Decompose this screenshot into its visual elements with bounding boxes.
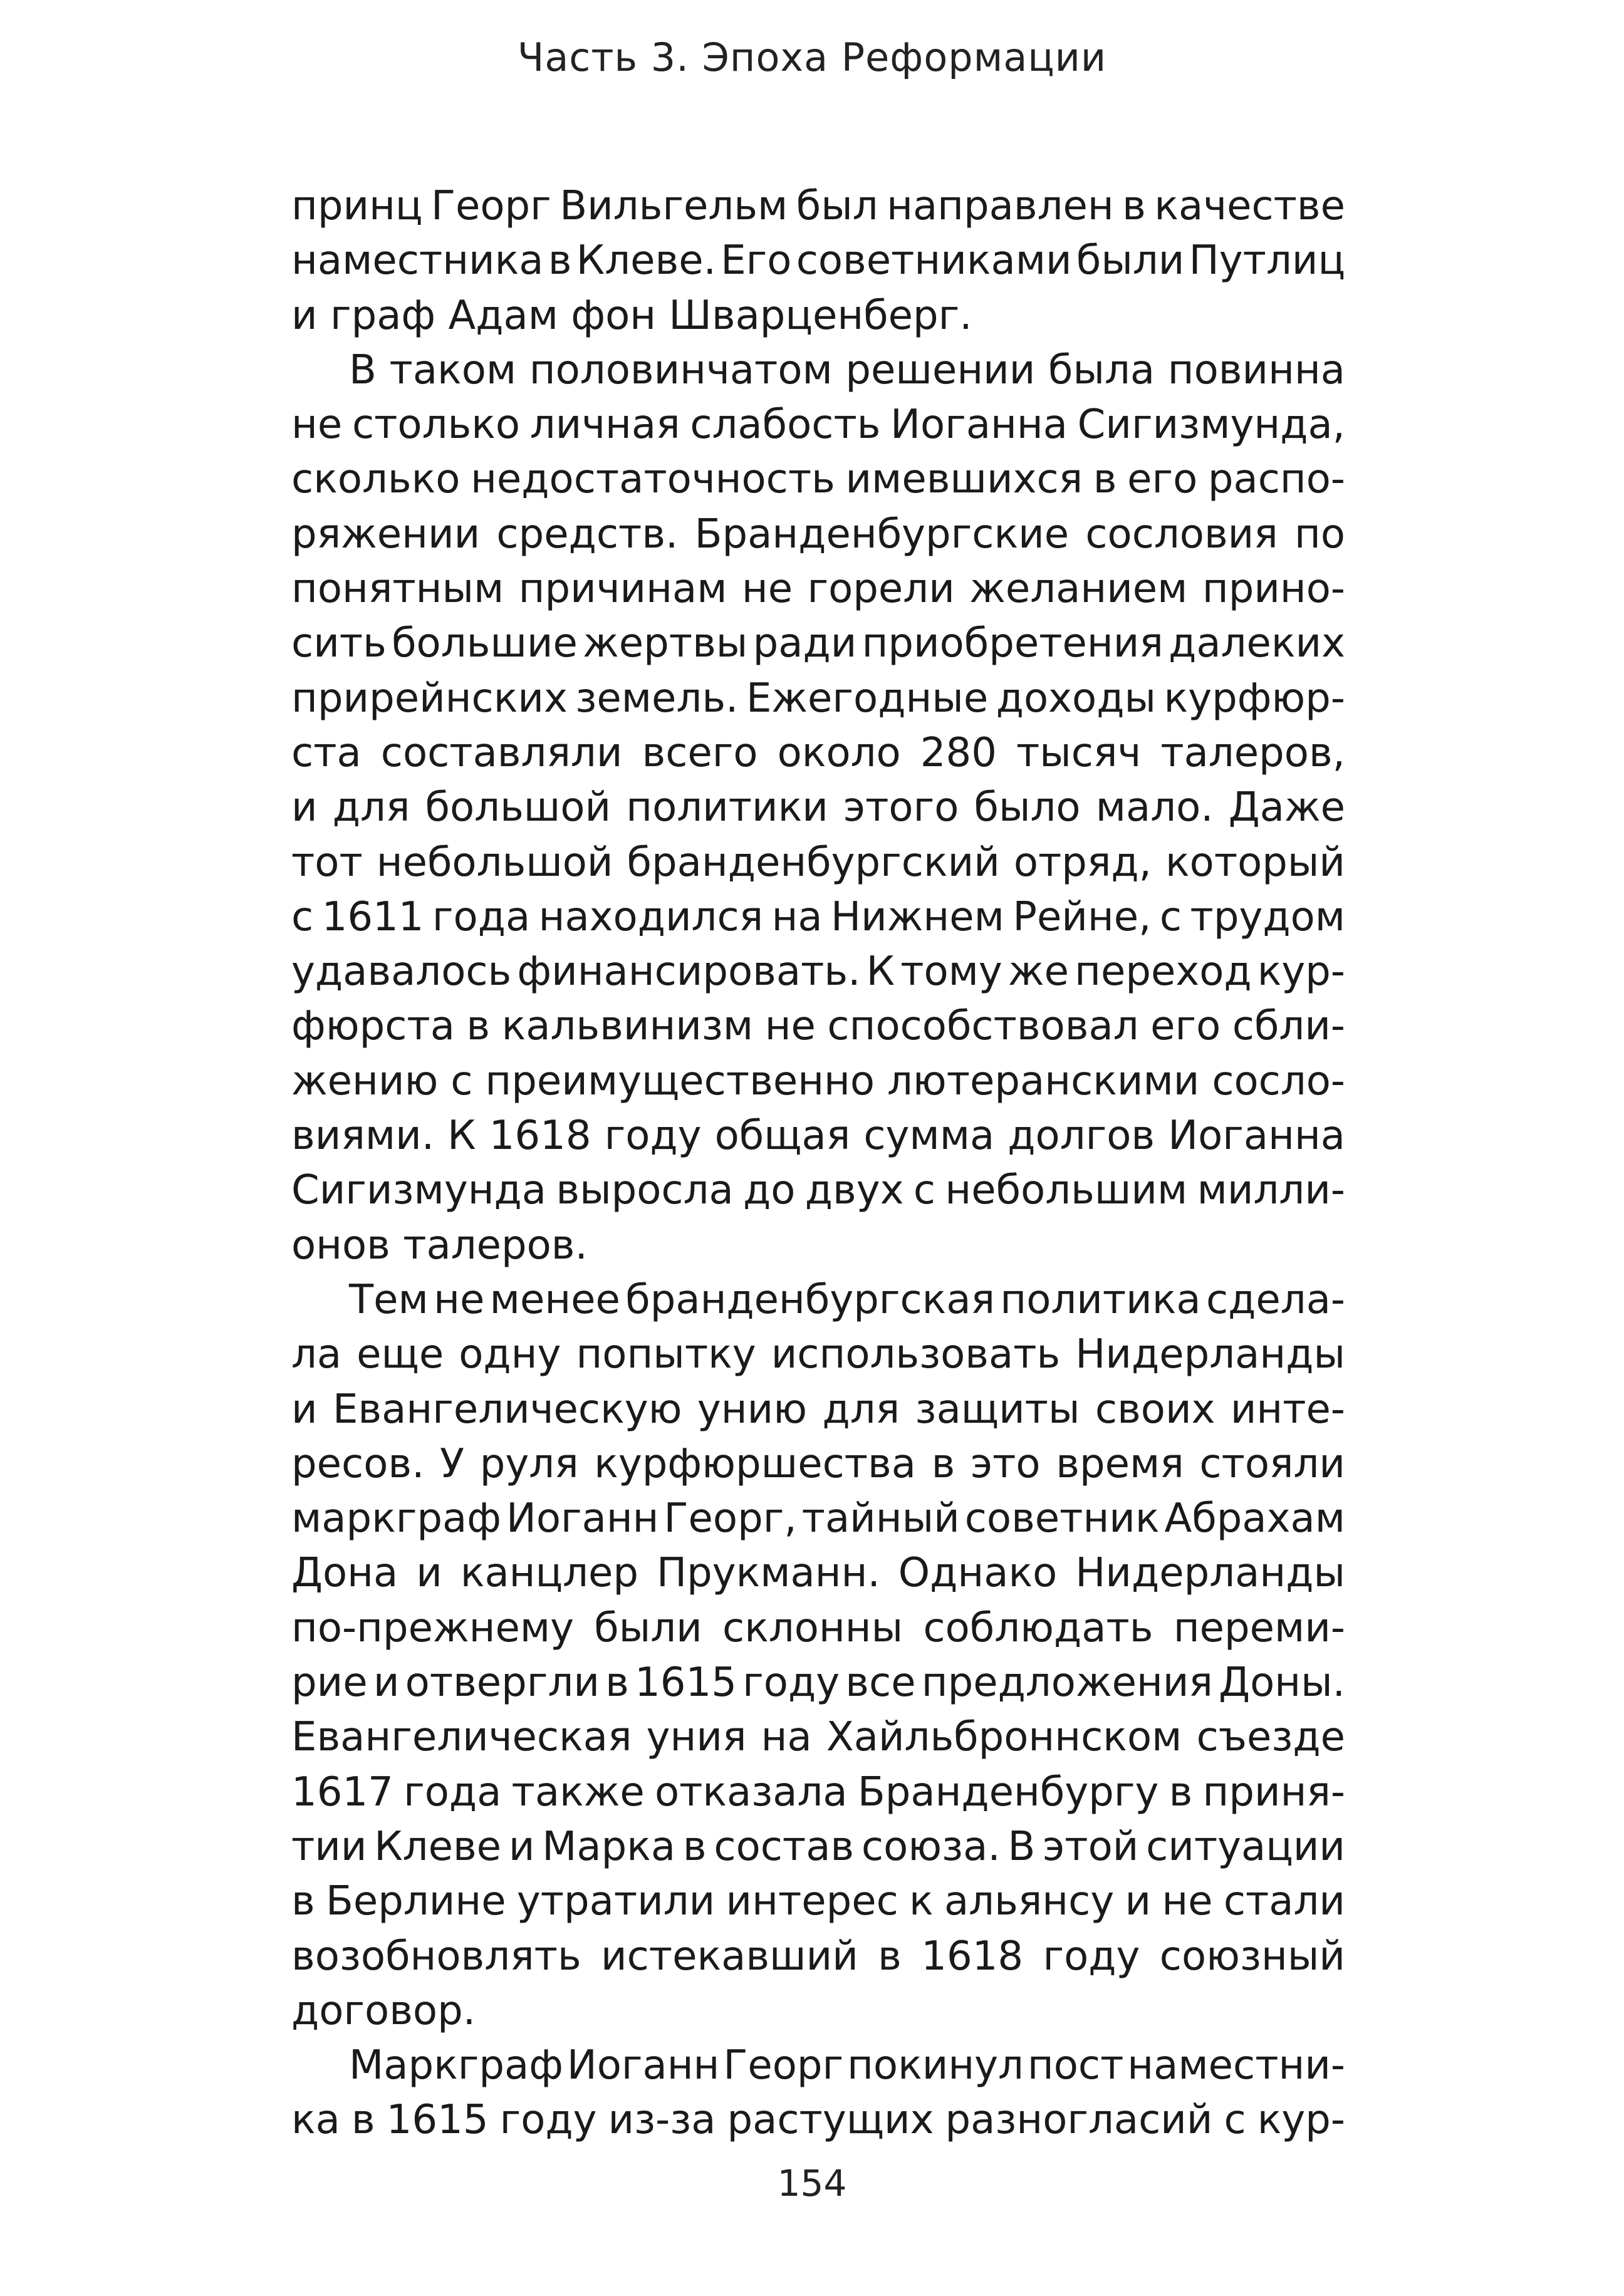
text-line: Евангелическая уния на Хайльброннском съезде [291, 1714, 1345, 1761]
text-line: ста составляли всего около 280 тысяч талеров, [291, 729, 1345, 776]
text-line: ла еще одну попытку использовать Нидерланды [291, 1331, 1345, 1378]
text-line: тот небольшой бранденбургский отряд, который [291, 839, 1345, 886]
text-line: сить большие жертвы ради приобретения далеких [291, 620, 1345, 667]
text-line: фюрста в кальвинизм не способствовал его сбли- [291, 1003, 1345, 1050]
running-header: Часть 3. Эпоха Реформации [517, 34, 1107, 80]
text-line: договор. [291, 1987, 476, 2034]
text-line: онов талеров. [291, 1222, 588, 1269]
paragraph [291, 343, 1345, 1273]
text-line: Маркграф Иоганн Георг покинул пост наместни- [349, 2042, 1345, 2089]
text-line: прирейнских земель. Ежегодные доходы курфюр- [291, 675, 1345, 722]
text-line: в Берлине утратили интерес к альянсу и не стали [291, 1878, 1345, 1925]
text-line: возобновлять истекавший в 1618 году союзный [291, 1933, 1345, 1980]
text-line: принц Георг Вильгельм был направлен в качестве [291, 183, 1345, 229]
text-line: ресов. У руля курфюршества в это время стояли [291, 1440, 1345, 1487]
text-line: с 1611 года находился на Нижнем Рейне, с трудом [291, 893, 1345, 940]
text-line: рие и отвергли в 1615 году все предложения Доны. [291, 1660, 1345, 1706]
text-line: маркграф Иоганн Георг, тайный советник Абрахам [291, 1495, 1345, 1542]
text-line: жению с преимущественно лютеранскими сосло- [291, 1057, 1345, 1104]
text-line: Тем не менее бранденбургская политика сдела- [349, 1276, 1345, 1323]
text-line: наместника в Клеве. Его советниками были Путлиц [291, 237, 1345, 284]
page-number: 154 [777, 2162, 847, 2205]
text-line: и Евангелическую унию для защиты своих инте- [291, 1386, 1345, 1433]
text-line: Сигизмунда выросла до двух с небольшим милли- [291, 1167, 1345, 1214]
paragraph [291, 179, 1345, 343]
text-line: тии Клеве и Марка в состав союза. В этой ситуации [291, 1823, 1345, 1870]
paragraph [291, 2039, 1345, 2148]
text-line: ряжении средств. Бранденбургские сословия по [291, 511, 1345, 558]
text-line: 1617 года также отказала Бранденбургу в приня- [291, 1769, 1345, 1816]
text-line: удавалось финансировать. К тому же переход кур- [291, 948, 1345, 995]
text-line: по-прежнему были склонны соблюдать переми- [291, 1604, 1345, 1651]
text-line: и граф Адам фон Шварценберг. [291, 292, 972, 339]
text-line: понятным причинам не горели желанием прино- [291, 566, 1345, 613]
text-line: и для большой политики этого было мало. Даже [291, 784, 1345, 831]
text-line: виями. К 1618 году общая сумма долгов Иоганна [291, 1113, 1345, 1160]
text-line: В таком половинчатом решении была повинна [349, 346, 1345, 393]
text-line: не столько личная слабость Иоганна Сигизмунда, [291, 402, 1345, 449]
text-line: сколько недостаточность имевшихся в его распо- [291, 456, 1345, 503]
paragraph [291, 1273, 1345, 2039]
text-line: Дона и канцлер Прукманн. Однако Нидерланды [291, 1550, 1345, 1597]
text-line: ка в 1615 году из-за растущих разногласий с кур- [291, 2097, 1345, 2144]
page-body [291, 179, 1345, 2148]
